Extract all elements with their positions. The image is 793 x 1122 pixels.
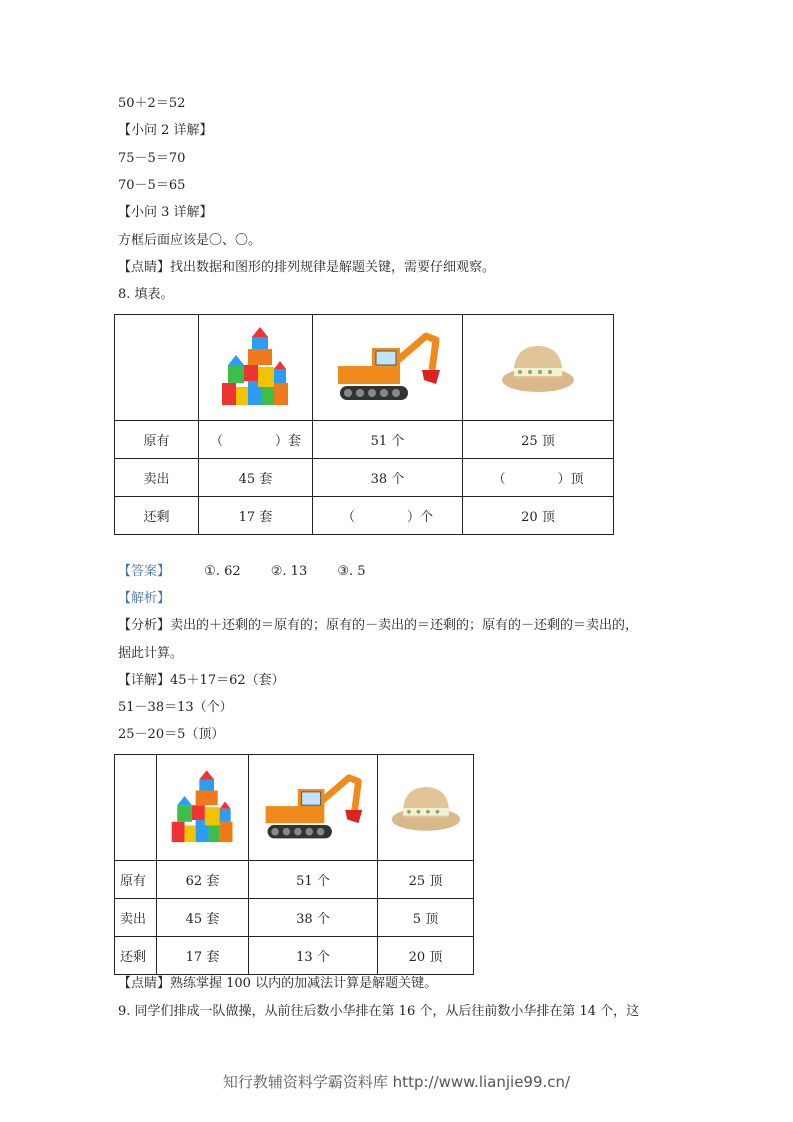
table-cell: 5 顶 <box>378 899 474 937</box>
excavator-icon <box>332 330 444 406</box>
blocks-image-cell <box>199 315 313 421</box>
question-9: 9. 同学们排成一队做操，从前往后数小华排在第 16 个，从后往前数小华排在第 14 个，这 <box>118 1004 640 1019</box>
section-label: 【小问 3 详解】 <box>118 205 213 220</box>
excavator-image-cell <box>249 755 378 861</box>
table-cell: （ ）顶 <box>463 459 614 497</box>
hat-image-cell <box>463 315 614 421</box>
answer-item: ③. 5 <box>337 564 366 579</box>
answer-table <box>114 754 474 975</box>
row-label: 还剩 <box>115 937 157 975</box>
hat-image-cell <box>378 755 474 861</box>
footer-watermark: 知行教辅资料学霸资料库 http://www.lianjie99.cn/ <box>222 1073 571 1091</box>
answer-item: ①. 62 <box>204 564 241 579</box>
answer-line <box>118 563 366 581</box>
answer-label: 【答案】 <box>118 564 171 579</box>
answer-item: ②. 13 <box>270 564 308 579</box>
detail-line: 51－38＝13（个） <box>118 700 233 715</box>
row-label: 还剩 <box>115 497 199 535</box>
table-cell: 38 个 <box>249 899 378 937</box>
table-cell: （ ）个 <box>313 497 463 535</box>
table-cell: 17 套 <box>199 497 313 535</box>
blocks-icon <box>168 765 238 851</box>
row-label: 原有 <box>115 861 157 899</box>
row-label: 卖出 <box>115 899 157 937</box>
table-cell: 51 个 <box>313 421 463 459</box>
note-line: 【点睛】找出数据和图形的排列规律是解题关键，需要仔细观察。 <box>118 260 496 275</box>
hat-icon <box>498 338 578 398</box>
detail-line: 【详解】45＋17＝62（套） <box>118 673 285 688</box>
row-label: 原有 <box>115 421 199 459</box>
text-line: 方框后面应该是〇、〇。 <box>118 233 262 248</box>
blocks-icon <box>218 325 294 411</box>
detail-line: 25－20＝5（顶） <box>118 727 225 742</box>
blocks-image-cell <box>157 755 249 861</box>
fill-table <box>114 314 614 535</box>
table-cell: 17 套 <box>157 937 249 975</box>
table-cell: 20 顶 <box>463 497 614 535</box>
hat-icon <box>388 778 464 838</box>
table-cell: 25 顶 <box>463 421 614 459</box>
table-cell: 45 套 <box>157 899 249 937</box>
table-cell: 13 个 <box>249 937 378 975</box>
note-line: 【点睛】熟练掌握 100 以内的加减法计算是解题关键。 <box>118 976 438 991</box>
analysis-text: 据此计算。 <box>118 646 184 661</box>
text-line: 50＋2＝52 <box>118 96 186 111</box>
analysis-text: 【分析】卖出的＋还剩的＝原有的；原有的－卖出的＝还剩的；原有的－还剩的＝卖出的， <box>118 618 639 633</box>
analysis-label: 【解析】 <box>118 591 171 606</box>
table-cell: （ ）套 <box>199 421 313 459</box>
table-cell: 38 个 <box>313 459 463 497</box>
table-cell: 62 套 <box>157 861 249 899</box>
table-cell: 25 顶 <box>378 861 474 899</box>
text-line: 75－5＝70 <box>118 151 186 166</box>
question-8: 8. 填表。 <box>118 287 174 302</box>
header-empty-cell <box>115 315 199 421</box>
table-cell: 45 套 <box>199 459 313 497</box>
excavator-image-cell <box>313 315 463 421</box>
section-label: 【小问 2 详解】 <box>118 123 213 138</box>
header-empty-cell <box>115 755 157 861</box>
excavator-icon <box>258 772 368 844</box>
row-label: 卖出 <box>115 459 199 497</box>
table-cell: 20 顶 <box>378 937 474 975</box>
text-line: 70－5＝65 <box>118 178 186 193</box>
table-cell: 51 个 <box>249 861 378 899</box>
